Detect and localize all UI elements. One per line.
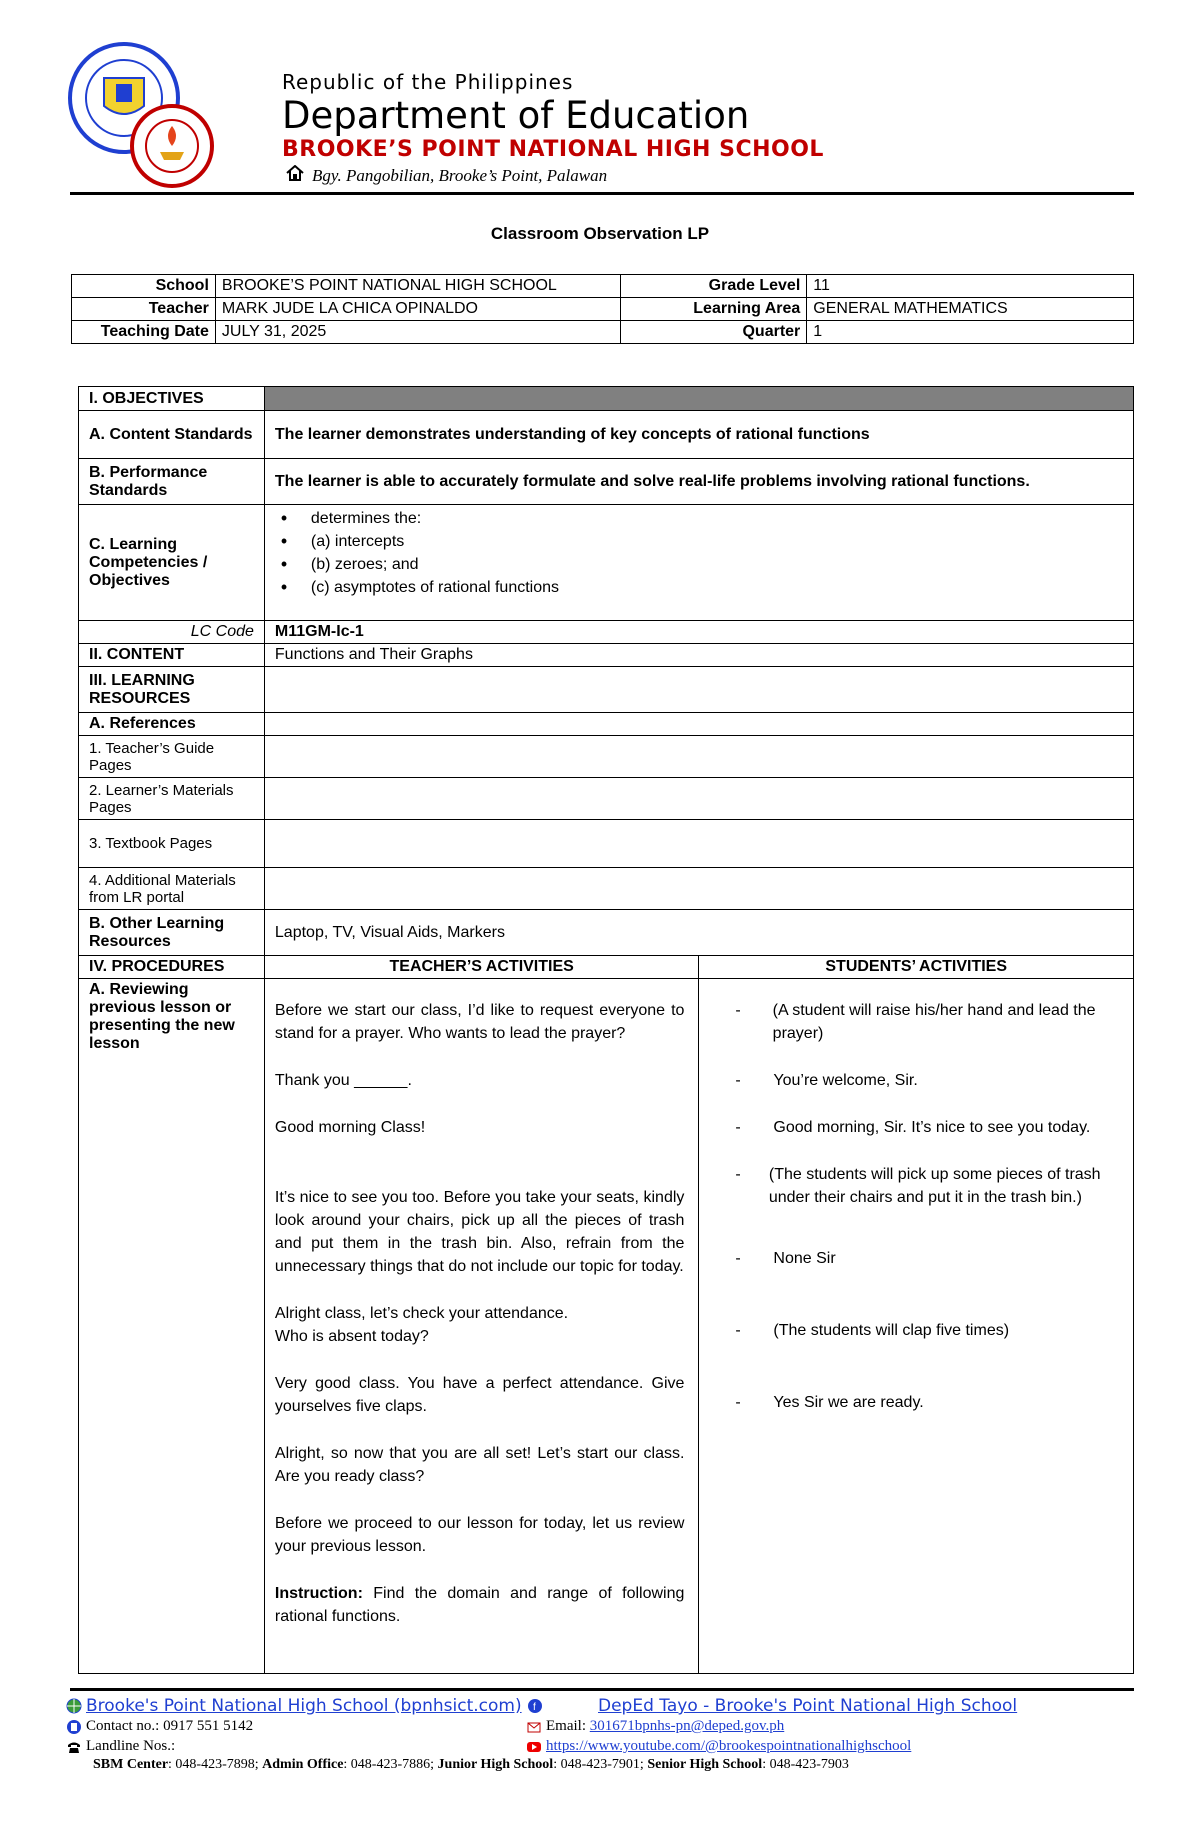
school-label: School — [72, 275, 216, 298]
student-line: You’re welcome, Sir. — [773, 1072, 918, 1089]
lc-code-value: M11GM-Ic-1 — [264, 621, 1133, 644]
additional-materials-label: 4. Additional Materials from LR portal — [79, 868, 265, 910]
teacher-line-group — [275, 1302, 685, 1348]
facebook-icon — [527, 1698, 543, 1714]
teacher-line: Good morning Class! — [274, 1119, 426, 1136]
website-line — [66, 1696, 547, 1716]
learners-materials-label: 2. Learner’s Materials Pages — [79, 778, 265, 820]
school-name: BROOKE’S POINT NATIONAL HIGH SCHOOL — [282, 137, 824, 162]
teachers-guide-empty — [264, 736, 1133, 778]
website-link[interactable]: Brooke's Point National High School (bpnhsict.com) — [86, 1696, 522, 1716]
teacher-value: MARK JUDE LA CHICA OPINALDO — [215, 298, 621, 321]
list-item: • (a) intercepts — [311, 530, 1123, 553]
date-value: JULY 31, 2025 — [215, 321, 621, 344]
teacher-activities — [275, 999, 689, 1628]
jhs-label: Junior High School — [437, 1757, 554, 1772]
list-item: - (The students will pick up some pieces of trash under their chairs and put it in the trash bin.) — [735, 1163, 1123, 1209]
facebook-link[interactable]: DepEd Tayo - Brooke's Point National High School — [598, 1696, 1018, 1716]
learners-materials-empty — [264, 778, 1133, 820]
teacher-line: Very good class. You have a perfect attendance. Give yourselves five claps. — [274, 1375, 685, 1415]
jhs-number: : 048-423-7901; — [553, 1757, 644, 1772]
info-row-teacher — [72, 298, 1134, 321]
contact-number: 0917 551 5142 — [163, 1718, 254, 1734]
teacher-activities-cell — [264, 979, 699, 1674]
lesson-plan-table — [78, 386, 1134, 1674]
sbm-label: SBM Center — [93, 1757, 169, 1772]
info-table — [71, 274, 1134, 344]
info-row-school — [72, 275, 1134, 298]
teacher-line: Alright, so now that you are all set! Let’s start our class. Are you ready class? — [274, 1445, 685, 1485]
quarter-value: 1 — [807, 321, 1134, 344]
student-line: Good morning, Sir. It’s nice to see you today. — [773, 1119, 1091, 1136]
content-value: Functions and Their Graphs — [264, 644, 1133, 667]
list-item: • (b) zeroes; and — [311, 553, 1123, 576]
other-resources-label: B. Other Learning Resources — [79, 910, 265, 956]
instruction-text: Find the domain and range of following rational functions. — [274, 1585, 685, 1625]
list-item: - (A student will raise his/her hand and lead the prayer) — [735, 999, 1123, 1045]
student-line: Yes Sir we are ready. — [773, 1394, 924, 1411]
objectives-heading: I. OBJECTIVES — [79, 387, 265, 411]
shs-label: Senior High School — [647, 1757, 763, 1772]
teachers-guide-label: 1. Teacher’s Guide Pages — [79, 736, 265, 778]
shs-number: : 048-423-7903 — [762, 1757, 849, 1772]
list-item: - Good morning, Sir. It’s nice to see you today. — [735, 1116, 1123, 1139]
teacher-label: Teacher — [72, 298, 216, 321]
svg-text:f: f — [533, 1702, 536, 1713]
list-item: - Yes Sir we are ready. — [735, 1391, 1123, 1414]
landline-line — [66, 1738, 175, 1755]
document-title: Classroom Observation LP — [490, 224, 710, 243]
teacher-line: Who is absent today? — [274, 1328, 429, 1345]
competencies-label: C. Learning Competencies / Objectives — [79, 505, 265, 621]
resources-empty — [264, 667, 1133, 713]
office-numbers — [93, 1757, 849, 1773]
references-label: A. References — [79, 713, 265, 736]
youtube-line — [526, 1738, 911, 1755]
student-line: (A student will raise his/her hand and lead the prayer) — [772, 1002, 1096, 1042]
resources-heading: III. LEARNING RESOURCES — [79, 667, 265, 713]
textbook-label: 3. Textbook Pages — [79, 820, 265, 868]
admin-label: Admin Office — [262, 1757, 344, 1772]
instruction-line — [275, 1582, 685, 1628]
republic-text: Republic of the Philippines — [282, 70, 574, 94]
contact-label: Contact no.: — [86, 1718, 160, 1734]
school-value: BROOKE’S POINT NATIONAL HIGH SCHOOL — [215, 275, 621, 298]
area-value: GENERAL MATHEMATICS — [807, 298, 1134, 321]
deped-logos — [66, 40, 216, 190]
review-label: A. Reviewing previous lesson or presenting the new lesson — [79, 979, 265, 1674]
home-icon — [286, 165, 304, 186]
list-item: - (The students will clap five times) — [735, 1319, 1123, 1342]
competencies-list — [275, 507, 1123, 599]
textbook-empty — [264, 820, 1133, 868]
email-link[interactable]: 301671bpnhs-pn@deped.gov.ph — [589, 1718, 785, 1734]
globe-icon — [66, 1698, 82, 1714]
list-item: - None Sir — [735, 1247, 1123, 1270]
youtube-link[interactable]: https://www.youtube.com/@brookespointnationalhighschool — [546, 1738, 912, 1754]
grade-label: Grade Level — [621, 275, 807, 298]
content-heading: II. CONTENT — [79, 644, 265, 667]
youtube-icon — [526, 1739, 542, 1755]
list-item: • determines the: — [311, 507, 1123, 530]
header-divider — [70, 192, 1134, 195]
grade-value: 11 — [807, 275, 1134, 298]
content-standards-label: A. Content Standards — [79, 411, 265, 459]
teacher-column-header: TEACHER’S ACTIVITIES — [264, 956, 699, 979]
procedures-heading: IV. PROCEDURES — [79, 956, 265, 979]
admin-number: : 048-423-7886; — [343, 1757, 435, 1772]
additional-materials-empty — [264, 868, 1133, 910]
address-text: Bgy. Pangobilian, Brooke’s Point, Palawan — [312, 165, 608, 185]
phone-icon — [66, 1719, 82, 1735]
email-line — [526, 1718, 784, 1735]
landline-label: Landline Nos.: — [86, 1738, 176, 1754]
list-item: • (c) asymptotes of rational functions — [311, 576, 1123, 599]
student-line: None Sir — [773, 1250, 836, 1267]
email-icon — [526, 1719, 542, 1735]
student-activities-cell — [699, 979, 1134, 1674]
teacher-line: Before we start our class, I’d like to request everyone to stand for a prayer. Who wants to lead the prayer? — [274, 1002, 685, 1042]
telephone-icon — [66, 1739, 82, 1755]
area-label: Learning Area — [621, 298, 807, 321]
teacher-line: It’s nice to see you too. Before you take your seats, kindly look around your chairs, pick up all the pieces of trash and put them in the trash bin. Also, refrain from the unnecessary things that do not include our topic for today. — [274, 1189, 685, 1275]
content-standards-text: The learner demonstrates understanding of key concepts of rational functions — [264, 411, 1133, 459]
quarter-label: Quarter — [621, 321, 807, 344]
other-resources-value: Laptop, TV, Visual Aids, Markers — [264, 910, 1133, 956]
lc-code-label: LC Code — [79, 621, 265, 644]
facebook-line — [598, 1696, 1017, 1716]
performance-standards-label: B. Performance Standards — [79, 459, 265, 505]
competencies-cell — [264, 505, 1133, 621]
performance-standards-text: The learner is able to accurately formulate and solve real-life problems involving rational functions. — [264, 459, 1133, 505]
teacher-line: Alright class, let’s check your attendance. — [274, 1305, 569, 1322]
teacher-line: Thank you ______. — [274, 1072, 412, 1089]
department-title: Department of Education — [282, 94, 750, 137]
student-line: (The students will pick up some pieces of trash under their chairs and put it in the trash bin.) — [768, 1166, 1101, 1206]
instruction-label: Instruction: — [274, 1585, 363, 1602]
date-label: Teaching Date — [72, 321, 216, 344]
teacher-line: Before we proceed to our lesson for today, let us review your previous lesson. — [274, 1515, 685, 1555]
email-label: Email: — [546, 1718, 586, 1734]
info-row-date — [72, 321, 1134, 344]
school-address — [286, 165, 607, 186]
objectives-shade — [264, 387, 1133, 411]
student-column-header: STUDENTS’ ACTIVITIES — [699, 956, 1134, 979]
contact-line — [66, 1718, 253, 1735]
sbm-number: : 048-423-7898; — [168, 1757, 259, 1772]
list-item: - You’re welcome, Sir. — [735, 1069, 1123, 1092]
references-empty — [264, 713, 1133, 736]
footer-divider — [70, 1688, 1134, 1691]
student-line: (The students will clap five times) — [773, 1322, 1010, 1339]
